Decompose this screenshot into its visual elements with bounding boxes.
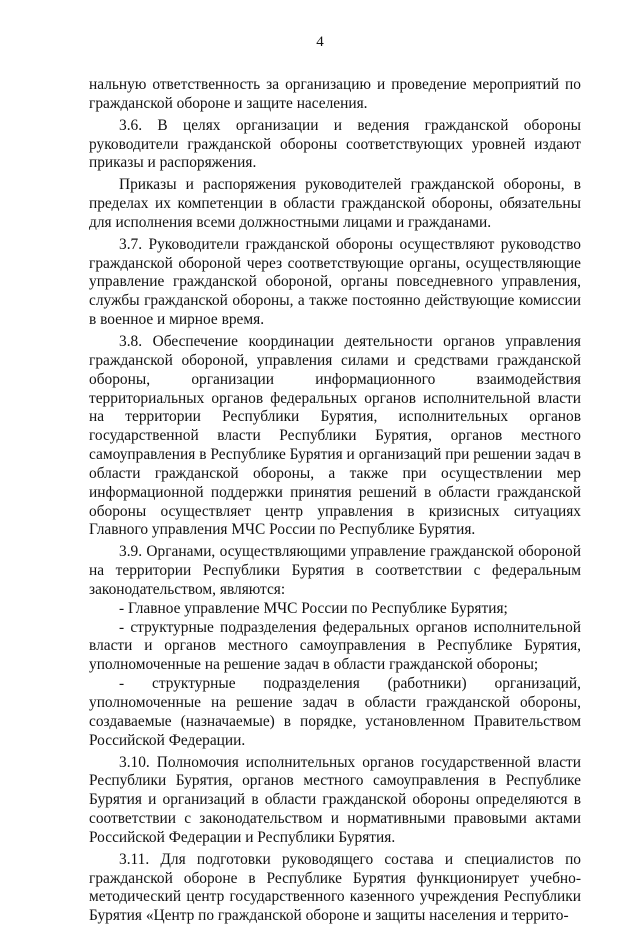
paragraph-3-9: 3.9. Органами, осуществляющими управление гражданской обороной на территории Республики Бурятия в соответствии с федеральным законодательством, являются:	[89, 543, 581, 598]
list-item: - структурные подразделения (работники) организаций, уполномоченные на решение задач в области гражданской обороны, создаваемые (назначаемые) в порядке, установленном Правительством Российской Федерации.	[89, 675, 581, 749]
paragraph-3-10: 3.10. Полномочия исполнительных органов государственной власти Республики Бурятия, органов местного самоуправления в Республике Бурятия и организаций в области гражданской обороны определяются в соответствии с законодательством и нормативными правовыми актами Российской Федерации и Республики Бурятия.	[89, 753, 581, 846]
paragraph-3-11: 3.11. Для подготовки руководящего состава и специалистов по гражданской обороне в Республике Бурятия функционирует учебно-методический центр государственного казенного учреждения Республики Бурятия «Центр по гражданской обороне и защиты населения и террито-	[89, 850, 581, 925]
paragraph-3-7: 3.7. Руководители гражданской обороны осуществляют руководство гражданской обороной через соответствующие органы, осуществляющие управление гражданской обороной, органы повседневного управления, службы гражданской обороны, а также постоянно действующие комиссии в военное и мирное время.	[89, 235, 581, 329]
paragraph-3-8: 3.8. Обеспечение координации деятельности органов управления гражданской обороной, управления силами и средствами гражданской обороны, организации информационного взаимодействия территориальных органов федеральных органов исполнительной власти на территории Республики Бурятия, исполнительных органов государственной власти Республики Бурятия, органов местного самоуправления в Республике Бурятия и организаций при решении задач в области гражданской обороны, а также при осуществлении мер информационной поддержки принятия решений в области гражданской обороны осуществляет центр управления в кризисных ситуациях Главного управления МЧС России по Республике Бурятия.	[89, 332, 581, 539]
page-number: 4	[316, 34, 324, 50]
paragraph-continuation: нальную ответственность за организацию и проведение мероприятий по гражданской обороне и защите населения.	[89, 76, 581, 112]
paragraph-3-6: 3.6. В целях организации и ведения гражданской обороны руководители гражданской обороны соответствующих уровней издают приказы и распоряжения.	[89, 116, 581, 172]
document-body	[89, 76, 581, 926]
list-item: - Главное управление МЧС России по Республике Бурятия;	[119, 599, 508, 617]
list-item: - структурные подразделения федеральных органов исполнительной власти и органов местного самоуправления в Республике Бурятия, уполномоченные на решение задач в области гражданской обороны;	[89, 618, 581, 674]
paragraph-orders: Приказы и распоряжения руководителей гражданской обороны, в пределах их компетенции в области гражданской обороны, обязательны для исполнения всеми должностными лицами и гражданами.	[89, 176, 581, 231]
